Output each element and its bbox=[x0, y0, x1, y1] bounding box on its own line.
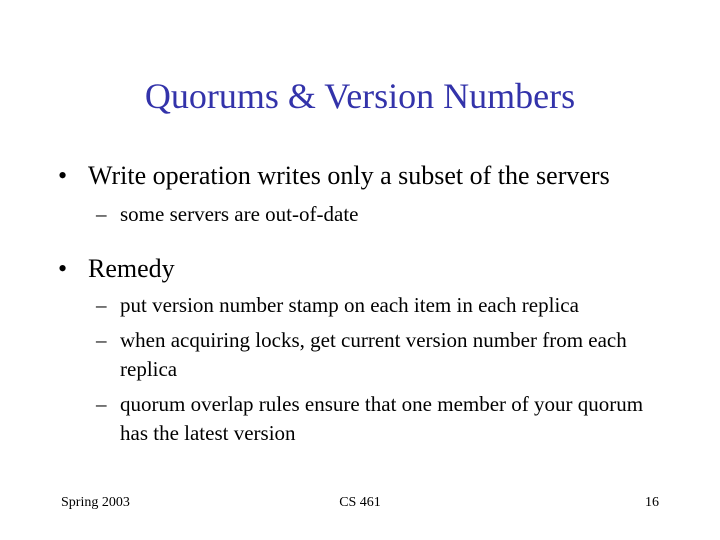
dash-marker: – bbox=[96, 392, 107, 416]
subitem-out-of-date bbox=[96, 200, 696, 229]
footer-page-number: 16 bbox=[645, 495, 659, 510]
subitem-text: quorum overlap rules ensure that one member of your quorum has the latest version bbox=[120, 392, 644, 445]
bullet-marker: • bbox=[58, 254, 68, 283]
subitem-acquiring-locks bbox=[96, 326, 661, 384]
footer-course: CS 461 bbox=[339, 495, 381, 510]
slide-title: Quorums & Version Numbers bbox=[144, 76, 576, 116]
dash-marker: – bbox=[96, 202, 107, 226]
subitem-version-stamp bbox=[96, 291, 696, 320]
subitem-quorum-overlap bbox=[96, 390, 656, 448]
bullet-text: Write operation writes only a subset of the servers bbox=[88, 161, 610, 190]
bullet-remedy bbox=[58, 253, 175, 285]
bullet-marker: • bbox=[58, 161, 68, 190]
dash-marker: – bbox=[96, 293, 107, 317]
bullet-write-operation bbox=[58, 160, 610, 192]
dash-marker: – bbox=[96, 328, 107, 352]
subitem-text: some servers are out-of-date bbox=[120, 202, 359, 226]
subitem-text: put version number stamp on each item in each replica bbox=[120, 293, 579, 317]
footer-date: Spring 2003 bbox=[61, 495, 130, 510]
subitem-text: when acquiring locks, get current version number from each replica bbox=[120, 328, 627, 381]
bullet-text: Remedy bbox=[88, 254, 175, 283]
